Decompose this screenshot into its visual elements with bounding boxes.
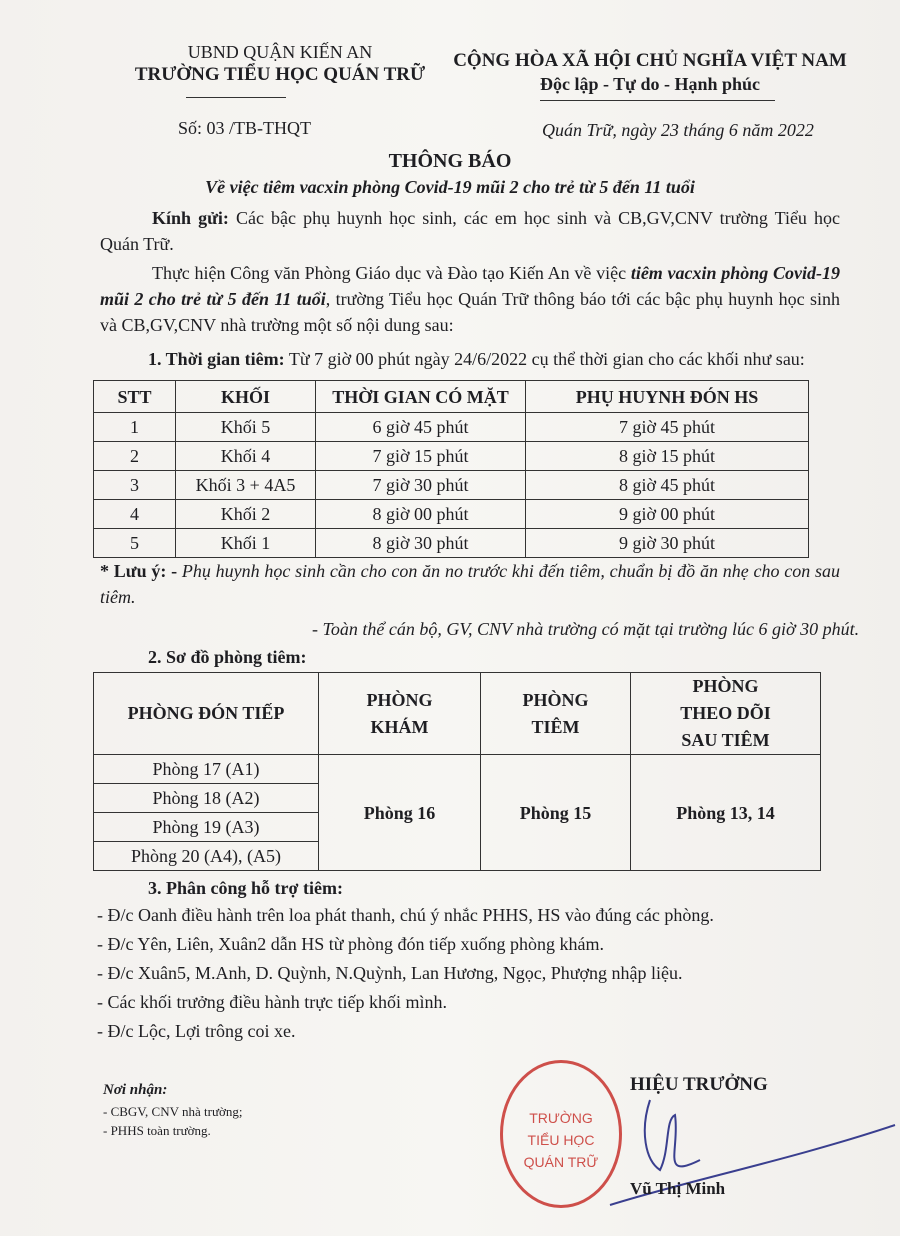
exam-room: Phòng 16	[319, 755, 481, 871]
stamp-line: TRƯỜNG	[529, 1110, 593, 1126]
header-cell: PHỤ HUYNH ĐÓN HS	[526, 381, 809, 413]
assignments-list	[97, 901, 840, 1046]
table-row	[94, 755, 821, 784]
document-date: Quán Trữ, ngày 23 tháng 6 năm 2022	[542, 120, 814, 140]
note	[100, 558, 840, 610]
table-cell: 5	[94, 529, 176, 558]
stamp-line: TIỂU HỌC	[527, 1132, 595, 1148]
note-label: * Lưu ý: -	[100, 561, 178, 581]
section2-label: 2. Sơ đồ phòng tiêm:	[148, 647, 307, 667]
table-cell: 7 giờ 30 phút	[316, 471, 526, 500]
table-cell: 8 giờ 00 phút	[316, 500, 526, 529]
school-name: TRƯỜNG TIỂU HỌC QUÁN TRỮ	[134, 64, 426, 85]
table-cell: 9 giờ 00 phút	[526, 500, 809, 529]
doc-title: THÔNG BÁO	[388, 150, 512, 172]
list-item: - Đ/c Lộc, Lợi trông coi xe.	[97, 1021, 296, 1041]
national-title: CỘNG HÒA XÃ HỘI CHỦ NGHĨA VIỆT NAM	[453, 50, 847, 71]
reception-room: Phòng 18 (A2)	[94, 784, 319, 813]
list-item: - Các khối trưởng điều hành trực tiếp khối mình.	[97, 992, 447, 1012]
table-cell: 3	[94, 471, 176, 500]
table-row	[94, 471, 809, 500]
section1-text: Từ 7 giờ 00 phút ngày 24/6/2022 cụ thể thời gian cho các khối như sau:	[288, 349, 805, 369]
table-row	[94, 529, 809, 558]
table-header	[94, 381, 809, 413]
list-item: - Đ/c Oanh điều hành trên loa phát thanh, chú ý nhắc PHHS, HS vào đúng các phòng.	[97, 905, 714, 925]
list-item: - Đ/c Xuân5, M.Anh, D. Quỳnh, N.Quỳnh, Lan Hương, Ngọc, Phượng nhập liệu.	[97, 963, 683, 983]
table-cell: 4	[94, 500, 176, 529]
table-cell: 6 giờ 45 phút	[316, 413, 526, 442]
recipients-list	[103, 1102, 242, 1140]
table-cell: 1	[94, 413, 176, 442]
header-cell: PHÒNG ĐÓN TIẾP	[94, 673, 319, 755]
reception-room: Phòng 19 (A3)	[94, 813, 319, 842]
signer-title: HIỆU TRƯỞNG	[630, 1074, 768, 1095]
schedule-table	[93, 380, 809, 558]
header-cell: THỜI GIAN CÓ MẶT	[316, 381, 526, 413]
injection-room: Phòng 15	[481, 755, 631, 871]
table-row	[94, 413, 809, 442]
intro-paragraph	[100, 260, 840, 338]
doc-subtitle: Về việc tiêm vacxin phòng Covid-19 mũi 2 cho trẻ từ 5 đến 11 tuổi	[205, 177, 695, 197]
table-cell: Khối 3 + 4A5	[176, 471, 316, 500]
header-cell: PHÒNG KHÁM	[319, 673, 481, 755]
header-cell: PHÒNG TIÊM	[481, 673, 631, 755]
greeting	[100, 205, 840, 257]
table-cell: 7 giờ 15 phút	[316, 442, 526, 471]
header-cell: PHÒNG THEO DÕI SAU TIÊM	[631, 673, 821, 755]
header-cell: STT	[94, 381, 176, 413]
table-cell: 2	[94, 442, 176, 471]
greeting-text: Các bậc phụ huynh học sinh, các em học sinh và CB,GV,CNV trường Tiểu học Quán Trữ.	[100, 208, 840, 254]
table-cell: Khối 5	[176, 413, 316, 442]
observation-room: Phòng 13, 14	[631, 755, 821, 871]
signature-icon	[570, 1090, 900, 1210]
list-item: - Đ/c Yên, Liên, Xuân2 dẫn HS từ phòng đón tiếp xuống phòng khám.	[97, 934, 605, 954]
stamp-line: QUÁN TRỮ	[523, 1154, 599, 1170]
signer-name: Vũ Thị Minh	[630, 1179, 726, 1198]
section1-label: 1. Thời gian tiêm:	[148, 349, 285, 369]
reception-room: Phòng 20 (A4), (A5)	[94, 842, 319, 871]
table-cell: 8 giờ 45 phút	[526, 471, 809, 500]
section1	[100, 346, 840, 372]
table-cell: Khối 4	[176, 442, 316, 471]
table-cell: 8 giờ 30 phút	[316, 529, 526, 558]
table-cell: Khối 1	[176, 529, 316, 558]
table-header	[94, 673, 821, 755]
intro-a: Thực hiện Công văn Phòng Giáo dục và Đào tạo Kiến An về việc	[152, 263, 631, 283]
authority: UBND QUẬN KIẾN AN	[187, 42, 373, 62]
table-cell: 8 giờ 15 phút	[526, 442, 809, 471]
intro-c: , trường Tiểu học Quán Trữ thông báo tới các bậc phụ huynh học sinh và CB,GV,CNV nhà trường một số nội dung sau:	[100, 289, 841, 335]
list-item: - PHHS toàn trường.	[103, 1123, 211, 1138]
table-cell: 7 giờ 45 phút	[526, 413, 809, 442]
greeting-label: Kính gửi:	[152, 208, 229, 228]
recipients-label: Nơi nhận:	[103, 1082, 168, 1098]
note-2: - Toàn thể cán bộ, GV, CNV nhà trường có mặt tại trường lúc 6 giờ 30 phút.	[312, 619, 860, 639]
footer	[0, 1060, 900, 1210]
table-row	[94, 442, 809, 471]
national-motto: Độc lập - Tự do - Hạnh phúc	[539, 74, 761, 94]
header-cell: KHỐI	[176, 381, 316, 413]
list-item: - CBGV, CNV nhà trường;	[103, 1104, 243, 1119]
section3-label: 3. Phân công hỗ trợ tiêm:	[148, 878, 343, 898]
table-row	[94, 500, 809, 529]
table-cell: Khối 2	[176, 500, 316, 529]
reception-room: Phòng 17 (A1)	[94, 755, 319, 784]
rooms-table	[93, 672, 821, 871]
intro-b: tiêm vacxin phòng Covid-19 mũi 2 cho trẻ từ 5 đến 11 tuổi	[100, 263, 840, 309]
table-cell: 9 giờ 30 phút	[526, 529, 809, 558]
document-body	[97, 0, 860, 1220]
note-1: Phụ huynh học sinh cần cho con ăn no trước khi đến tiêm, chuẩn bị đồ ăn nhẹ cho con sau tiêm.	[100, 561, 840, 607]
document-number: Số: 03 /TB-THQT	[178, 118, 311, 138]
